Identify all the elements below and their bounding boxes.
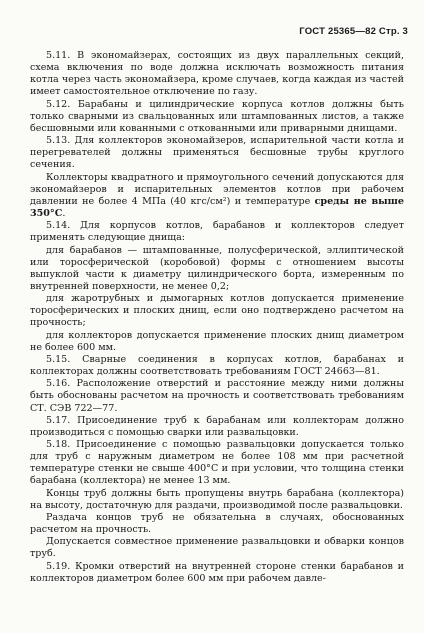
page-number: Стр. 3 (378, 26, 408, 37)
paragraph-5-14: 5.14. Для корпусов котлов, барабанов и коллекторов следует применять следующие днища: (30, 220, 404, 244)
standard-number: ГОСТ 25365—82 (299, 26, 377, 37)
paragraph-5-14-collectors: для коллекторов допускается применение плоских днищ диаметром не более 600 мм. (30, 329, 404, 353)
paragraph-5-18-flaring: Раздача концов труб не обязательна в случаях, обоснованных расчетом на прочность. (30, 511, 404, 536)
paragraph-5-11: 5.11. В экономайзерах, состоящих из двух параллельных секций, схема включения по воде должна исключать возможность питания котла через часть экономайзера, кроме случаев, когда каждая из частей имеет самостоятельное отключение по газу. (30, 50, 404, 98)
paragraph-5-14-drums: для барабанов — штампованные, полусферической, эллиптической или торосферической (коробовой) формы с отношением высоты выпуклой части к диаметру цилиндрического борта, измеренным по внутренней поверхности, не менее 0,2; (30, 244, 404, 292)
paragraph-5-13: 5.13. Для коллекторов экономайзеров, испарительной части котла и перегревателей должны применяться бесшовные трубы круглого сечения. (30, 135, 404, 171)
paragraph-5-13-collectors (30, 172, 404, 221)
paragraph-5-15: 5.15. Сварные соединения в корпусах котлов, барабанах и коллекторах должны соответствовать требованиям ГОСТ 24663—81. (30, 353, 404, 378)
paragraph-5-16: 5.16. Расположение отверстий и расстояние между ними должны быть обоснованы расчетом на прочность и соответствовать требованиям СТ. СЭВ 722—77. (30, 378, 404, 414)
paragraph-5-18-tube-ends: Концы труб должны быть пропущены внутрь барабана (коллектора) на высоту, достаточную для раздачи, производимой после развальцовки. (30, 487, 404, 511)
paragraph-5-14-firetube: для жаротрубных и дымогарных котлов допускается применение торосферических и плоских днищ, если оно подтверждено расчетом на прочность; (30, 293, 404, 329)
body-text (30, 50, 404, 585)
paragraph-5-18: 5.18. Присоединение с помощью развальцовки допускается только для труб с наружным диаметром не более 108 мм при расчетной температуре стенки не свыше 400°С и при условии, что толщина стенки барабана (коллектора) не менее 13 мм. (30, 439, 404, 487)
paragraph-5-18-welding: Допускается совместное применение развальцовки и обварки концов труб. (30, 536, 404, 560)
collectors-text: Коллекторы квадратного и прямоугольного сечений допускаются для экономайзеров и испарительных элементов котлов при рабочем давлении не более 4 МПа (40 кгс/см²) и температуре (30, 171, 404, 207)
collectors-end: . (62, 208, 66, 220)
paragraph-5-12: 5.12. Барабаны и цилиндрические корпуса котлов должны быть только сварными из свальцованных или штампованных листов, а также бесшовными или кованными с откованными или приварными днищами. (30, 98, 404, 134)
paragraph-5-17: 5.17. Присоединение труб к барабанам или коллекторам должно производиться с помощью сварки или развальцовки. (30, 414, 404, 438)
temperature-limit: среды не выше 350°С (30, 195, 404, 220)
paragraph-5-19: 5.19. Кромки отверстий на внутренней стороне стенки барабанов и коллекторов диаметром более 600 мм при рабочем давле- (30, 560, 404, 584)
running-header (299, 26, 408, 37)
